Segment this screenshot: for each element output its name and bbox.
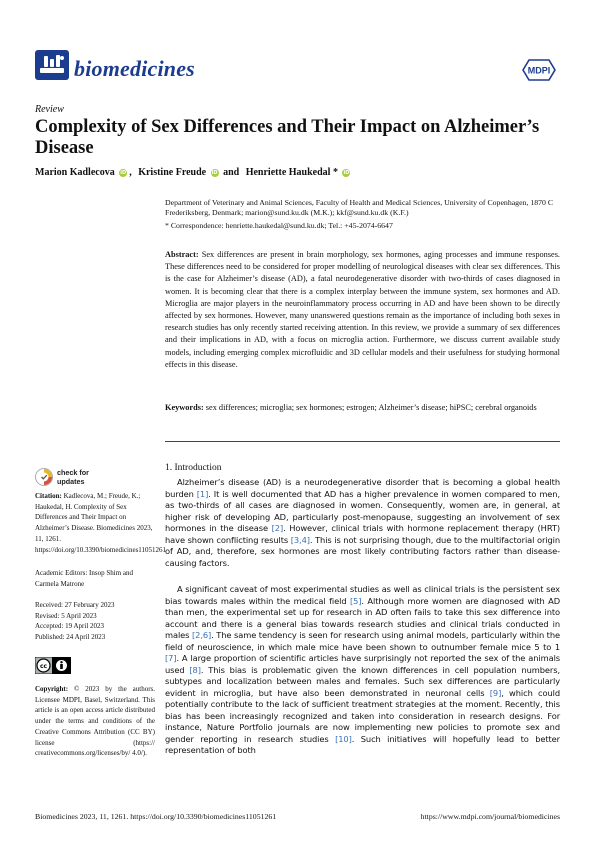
abstract bbox=[165, 249, 560, 371]
citation-block bbox=[35, 491, 167, 555]
mdpi-logo[interactable] bbox=[519, 58, 559, 82]
author-name[interactable]: Marion Kadlecova bbox=[35, 167, 115, 178]
cc-by-license-icon[interactable] bbox=[35, 657, 71, 674]
reference-link[interactable]: [9] bbox=[489, 687, 502, 698]
article-title: Complexity of Sex Differences and Their Impact on Alzheimer’s Disease bbox=[35, 117, 540, 158]
reference-link[interactable]: [3,4] bbox=[290, 534, 310, 545]
svg-text:MDPI: MDPI bbox=[527, 65, 551, 76]
section-heading: 1. Introduction bbox=[165, 463, 222, 473]
reference-link[interactable]: [1] bbox=[196, 488, 209, 499]
citation-label: Citation: bbox=[35, 492, 62, 500]
body-paragraph: A significant caveat of most experimental studies as well as clinical trials is the persistent sex bias towards males within the medical field [5]. Although more women are diagnosed with AD than men, the experimental set up for research in AD often fails to take this sex difference into account and there is a general bias towards research studies and clinical trials conducted in males [2,6]. The same tendency is seen for research using animal models, particularly within the field of neuroscience, in which male mice have been shown to outnumber female mice 5 to 1 [7]. A large proportion of scientific articles have surprisingly not reported the sex of the animals used [8]. This bias is problematic given the known differences in cell population numbers, subtypes and localization between males and females. Such sex differences are particularly evident in microglia, but have also been demonstrated in neuronal cells [9], which could potentially contribute to the lack of sufficient treatment strategies at the moment. Recently, this bias has been increasingly recognized and taken into consideration in research designs. For instance, Nature Portfolio journals are now implementing new policies to promote sex and gender reporting in research studies [10]. Such initiatives will hopefully lead to better representation of both bbox=[165, 584, 561, 755]
author-list: Marion Kadlecova iD , Kristine Freude iD and Henriette Haukedal * iD bbox=[35, 167, 350, 178]
date-received: Received: 27 February 2023 bbox=[35, 601, 115, 609]
reference-link[interactable]: [10] bbox=[335, 733, 352, 744]
citation-text: Kadlecova, M.; Freude, K.; Haukedal, H. Complexity of Sex Differences and Their Impact on Alzheimer’s Disease. Biomedicines 2023, 11, 1261. https://doi.org/10.3390/biomedicines11051261 bbox=[35, 492, 167, 554]
author-name[interactable]: Henriette Haukedal bbox=[245, 167, 331, 178]
body-paragraph: Alzheimer’s disease (AD) is a neurodegenerative disorder that is becoming a global health burden [1]. It is well documented that AD has a higher prevalence in women compared to men, as two-thirds of all cases are diagnosed in women. Consequently, women are, in general, at higher risk of developing AD, particularly post-menopause, suggesting an involvement of sex hormones in the disease [2]. However, clinical trials with hormone replacement therapy (HRT) have shown conflicting results [3,4]. This is not surprising though, due to the multifactorial origin of AD, and, therefore, sex hormones are most likely contributing factors rather than disease-causing factors. bbox=[165, 477, 561, 568]
journal-name[interactable]: biomedicines bbox=[74, 56, 195, 81]
orcid-icon[interactable]: iD bbox=[343, 170, 350, 176]
copyright-label: Copyright: bbox=[35, 685, 69, 693]
keywords-text: sex differences; microglia; sex hormones; estrogen; Alzheimer’s disease; hiPSC; cerebral organoids bbox=[205, 403, 537, 412]
biomedicines-logo-icon bbox=[35, 50, 69, 80]
keywords bbox=[165, 402, 560, 414]
abstract-text: Sex differences are present in brain morphology, sex hormones, aging processes and immune responses. These differences need to be considered for proper modelling of neurological diseases with clear sex differences. This is the case for Alzheimer’s disease (AD), a fatal neurodegenerative disorder with two-thirds of cases diagnosed in women. It is becoming clear that there is a complex interplay between the immune system, sex hormones and AD. Microglia are major players in the neuroinflammatory process occurring in AD and have been shown to be directly affected by sex hormones. However, many unanswered questions remain as the importance of including both sexes in research studies has only recently started receiving attention. In this review, we provide a summary of sex differences and their implications in AD, with a focus on microglia action. Furthermore, we discuss current available study models, including emerging complex microfluidic and 3D cellular models and their usefulness for studying hormonal effects in this disease. bbox=[165, 250, 560, 369]
copyright-block bbox=[35, 684, 155, 759]
affiliation: Department of Veterinary and Animal Sciences, Faculty of Health and Medical Sciences, University of Copenhagen, 1870 C Frederiksberg, Denmark; marion@sund.ku.dk (M.K.); kkf@sund.ku.dk (K.F.) bbox=[165, 198, 554, 217]
check-updates-icon bbox=[35, 468, 53, 486]
orcid-icon[interactable]: iD bbox=[120, 170, 127, 176]
svg-text:cc: cc bbox=[39, 663, 48, 670]
footer-journal-url[interactable]: https://www.mdpi.com/journal/biomedicines bbox=[420, 812, 560, 821]
orcid-icon[interactable]: iD bbox=[211, 170, 218, 176]
correspondence: * Correspondence: henriette.haukedal@sund.ku.dk; Tel.: +45-2074-6647 bbox=[165, 221, 393, 230]
author-name[interactable]: Kristine Freude bbox=[138, 167, 207, 178]
reference-link[interactable]: [2] bbox=[271, 523, 284, 533]
date-accepted: Accepted: 19 April 2023 bbox=[35, 622, 105, 631]
abstract-label: Abstract: bbox=[165, 250, 199, 259]
date-revised: Revised: 5 April 2023 bbox=[35, 611, 97, 620]
reference-link[interactable]: [5] bbox=[349, 595, 362, 606]
check-for-updates-button[interactable] bbox=[35, 468, 155, 490]
publication-dates bbox=[35, 600, 155, 643]
date-published: Published: 24 April 2023 bbox=[35, 633, 106, 642]
article-type: Review bbox=[35, 104, 64, 115]
footer-citation[interactable]: Biomedicines 2023, 11, 1261. https://doi.org/10.3390/biomedicines11051261 bbox=[35, 812, 277, 821]
reference-link[interactable]: [7] bbox=[165, 653, 177, 663]
keywords-label: Keywords: bbox=[165, 403, 204, 412]
reference-link[interactable]: [2,6] bbox=[192, 630, 212, 640]
reference-link[interactable]: [8] bbox=[189, 664, 201, 675]
academic-editors: Academic Editors: Insop Shim and Carmela Matrone bbox=[35, 569, 133, 588]
section-divider bbox=[165, 441, 560, 442]
copyright-text: © 2023 by the authors. Licensee MDPI, Basel, Switzerland. This article is an open access article distributed under the terms and conditions of the Creative Commons Attribution (CC BY) license (https:// creativecommons.org/licenses/by/ 4.0/). bbox=[35, 685, 156, 758]
check-updates-label: check for updates bbox=[57, 468, 89, 486]
